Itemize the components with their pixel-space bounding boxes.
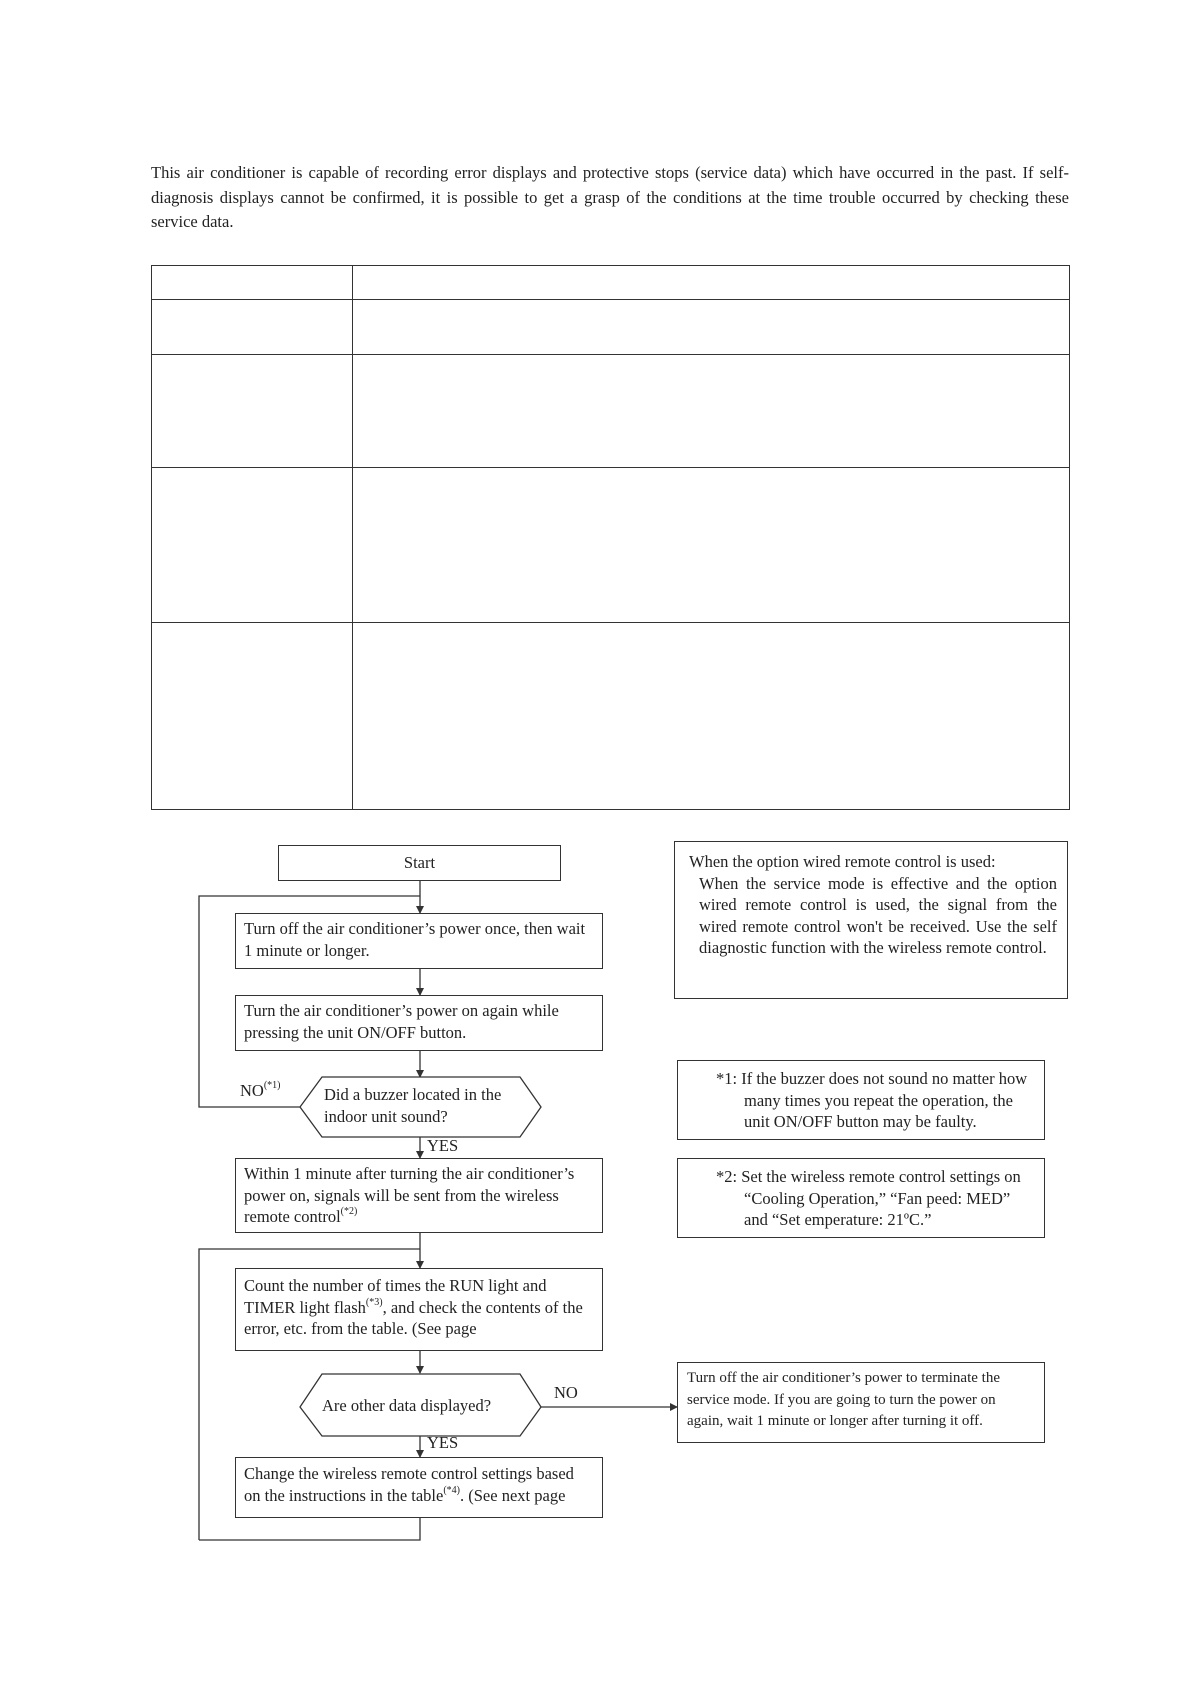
step4-text-a: Count the number of times the RUN light and TIMER light flash (244, 1276, 547, 1317)
step4-ref: (*3) (365, 1296, 383, 1308)
wired-remote-note (674, 841, 1068, 999)
no1-text: NO (240, 1081, 264, 1100)
step3-text: Within 1 minute after turning the air conditioner’s power on, signals will be sent from the wireless remote control (244, 1164, 575, 1226)
no2-label: NO (554, 1383, 578, 1402)
intro-paragraph: This air conditioner is capable of recording error displays and protective stops (service data) which have occurred in the past. If self-diagnosis displays cannot be confirmed, it is possible to get a grasp of the conditions at the time trouble occurred by checking these service data. (151, 163, 1069, 231)
step3-ref: (*2) (340, 1206, 358, 1217)
step5-box (235, 1457, 603, 1518)
step1-text: Turn off the air conditioner’s power once, then wait 1 minute or longer. (244, 919, 586, 960)
decision1-text: Did a buzzer located in the indoor unit sound? (324, 1085, 502, 1126)
yes2-label: YES (427, 1433, 459, 1452)
note2-text: *2: Set the wireless remote control settings on “Cooling Operation,” “Fan peed: MED” and “Set emperature: 21ºC.” (716, 1167, 1021, 1229)
terminate-box (677, 1362, 1045, 1443)
no1-label (240, 1081, 281, 1101)
step5-text-a: Change the wireless remote control settings based on the instructions in the table (244, 1464, 574, 1505)
start-label: Start (403, 853, 436, 872)
start-box (278, 845, 561, 881)
step2-box (235, 995, 603, 1051)
step4-text-b: , and check the contents of the error, etc. from the table. (See page (244, 1297, 583, 1338)
step5-text-b: . (See next page (460, 1485, 566, 1505)
step5-ref: (*4) (443, 1484, 461, 1496)
step3-box (235, 1158, 603, 1233)
no1-ref: (*1) (263, 1080, 281, 1091)
wired-note-body: When the service mode is effective and the option wired remote control is used, the signal from the wired remote control won't be received. Use the self diagnostic function with the wireless remote control. (699, 873, 1057, 957)
step2-text: Turn the air conditioner’s power on again while pressing the unit ON/OFF button. (244, 1001, 559, 1042)
loop-step5 (199, 1518, 420, 1540)
yes1-label: YES (427, 1136, 459, 1155)
wired-note-title: When the option wired remote control is used: (689, 852, 996, 871)
note2-box (677, 1158, 1045, 1238)
step4-box (235, 1268, 603, 1351)
terminate-text: Turn off the air conditioner’s power to terminate the service mode. If you are going to turn the power on again, wait 1 minute or longer after turning it off. (687, 1370, 1000, 1429)
note1-text: *1: If the buzzer does not sound no matter how many times you repeat the operation, the unit ON/OFF button may be faulty. (716, 1069, 1028, 1131)
step1-box (235, 913, 603, 969)
decision2-text: Are other data displayed? (322, 1396, 492, 1415)
note1-box (677, 1060, 1045, 1140)
